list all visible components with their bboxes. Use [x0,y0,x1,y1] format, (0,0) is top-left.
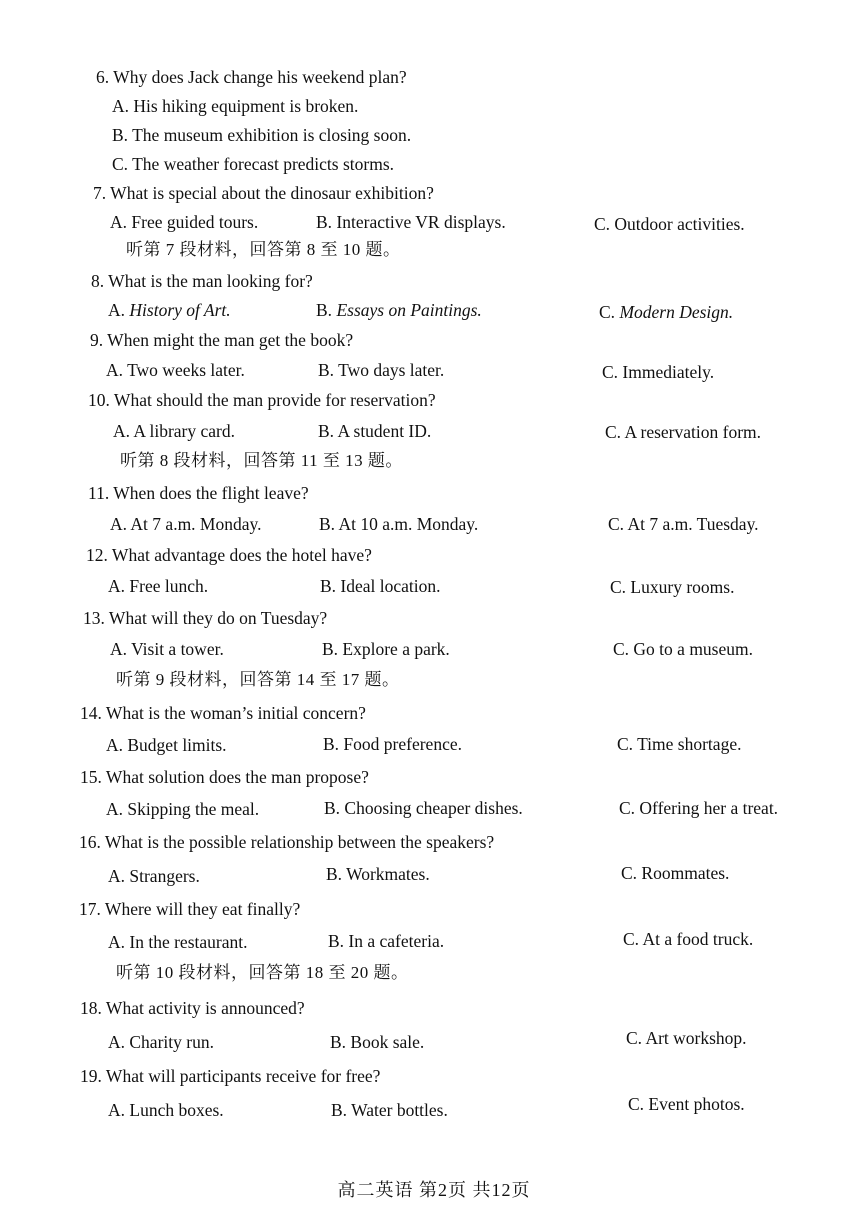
option-letter-a: A. [108,300,130,320]
question-14-option-c: C. Time shortage. [617,734,742,754]
question-16-option-b: B. Workmates. [326,864,430,884]
question-17-option-b: B. In a cafeteria. [328,931,445,951]
question-14-option-b: B. Food preference. [323,734,462,754]
question-10-stem: 10. What should the man provide for reservation? [88,390,436,410]
question-16-stem: 16. What is the possible relationship between the speakers? [79,832,495,852]
question-9-stem: 9. When might the man get the book? [90,330,354,350]
book-title-history-of-art: History of Art. [129,300,231,320]
question-15-stem: 15. What solution does the man propose? [80,767,369,787]
question-7-option-a: A. Free guided tours. [110,212,259,232]
question-19-option-a: A. Lunch boxes. [108,1100,224,1120]
question-11-stem: 11. When does the flight leave? [88,483,309,503]
question-8-option-c [599,301,733,323]
question-18-option-c: C. Art workshop. [626,1028,747,1048]
question-12-option-a: A. Free lunch. [108,576,209,596]
question-19-option-b: B. Water bottles. [331,1100,448,1120]
question-8-option-b [316,299,482,321]
book-title-essays-on-paintings: Essays on Paintings. [336,300,482,320]
question-19-stem: 19. What will participants receive for free? [80,1066,381,1086]
section-heading-7: 听第 7 段材料，回答第 8 至 10 题。 [126,240,401,259]
question-18-option-b: B. Book sale. [330,1032,425,1052]
question-17-stem: 17. Where will they eat finally? [79,899,301,919]
question-6-option-c: C. The weather forecast predicts storms. [112,154,395,174]
question-6-option-b: B. The museum exhibition is closing soon. [112,125,412,145]
question-16-option-a: A. Strangers. [108,866,200,886]
question-8-option-a [108,299,231,321]
option-letter-b: B. [316,300,337,320]
question-13-option-a: A. Visit a tower. [110,639,224,659]
question-9-option-a: A. Two weeks later. [106,360,245,380]
option-letter-c: C. [599,302,620,322]
question-8-stem: 8. What is the man looking for? [91,271,313,291]
question-12-stem: 12. What advantage does the hotel have? [86,545,372,565]
book-title-modern-design: Modern Design. [619,302,734,322]
question-14-option-a: A. Budget limits. [106,735,227,755]
question-6-option-a: A. His hiking equipment is broken. [112,96,359,116]
question-6-stem: 6. Why does Jack change his weekend plan? [96,67,407,87]
question-15-option-b: B. Choosing cheaper dishes. [324,798,523,818]
section-heading-10: 听第 10 段材料，回答第 18 至 20 题。 [116,963,409,982]
question-13-option-c: C. Go to a museum. [613,639,753,659]
question-12-option-c: C. Luxury rooms. [610,577,735,597]
question-7-stem: 7. What is special about the dinosaur exhibition? [93,183,434,203]
question-10-option-c: C. A reservation form. [605,422,762,442]
question-19-option-c: C. Event photos. [628,1094,745,1114]
question-11-option-a: A. At 7 a.m. Monday. [110,514,262,534]
question-10-option-a: A. A library card. [113,421,235,441]
question-9-option-b: B. Two days later. [318,360,445,380]
question-14-stem: 14. What is the woman’s initial concern? [80,703,366,723]
question-10-option-b: B. A student ID. [318,421,432,441]
question-18-option-a: A. Charity run. [108,1032,214,1052]
question-11-option-c: C. At 7 a.m. Tuesday. [608,514,759,534]
question-7-option-b: B. Interactive VR displays. [316,212,506,232]
question-11-option-b: B. At 10 a.m. Monday. [319,514,479,534]
question-13-stem: 13. What will they do on Tuesday? [83,608,328,628]
question-9-option-c: C. Immediately. [602,362,715,382]
question-12-option-b: B. Ideal location. [320,576,441,596]
question-17-option-a: A. In the restaurant. [108,932,248,952]
question-13-option-b: B. Explore a park. [322,639,450,659]
question-16-option-c: C. Roommates. [621,863,730,883]
section-heading-9: 听第 9 段材料，回答第 14 至 17 题。 [116,670,400,689]
question-15-option-c: C. Offering her a treat. [619,798,779,818]
question-18-stem: 18. What activity is announced? [80,998,305,1018]
section-heading-8: 听第 8 段材料，回答第 11 至 13 题。 [120,451,403,470]
page-footer: 高二英语 第2页 共12页 [337,1180,531,1200]
question-17-option-c: C. At a food truck. [623,929,754,949]
question-7-option-c: C. Outdoor activities. [594,214,745,234]
question-15-option-a: A. Skipping the meal. [106,799,260,819]
